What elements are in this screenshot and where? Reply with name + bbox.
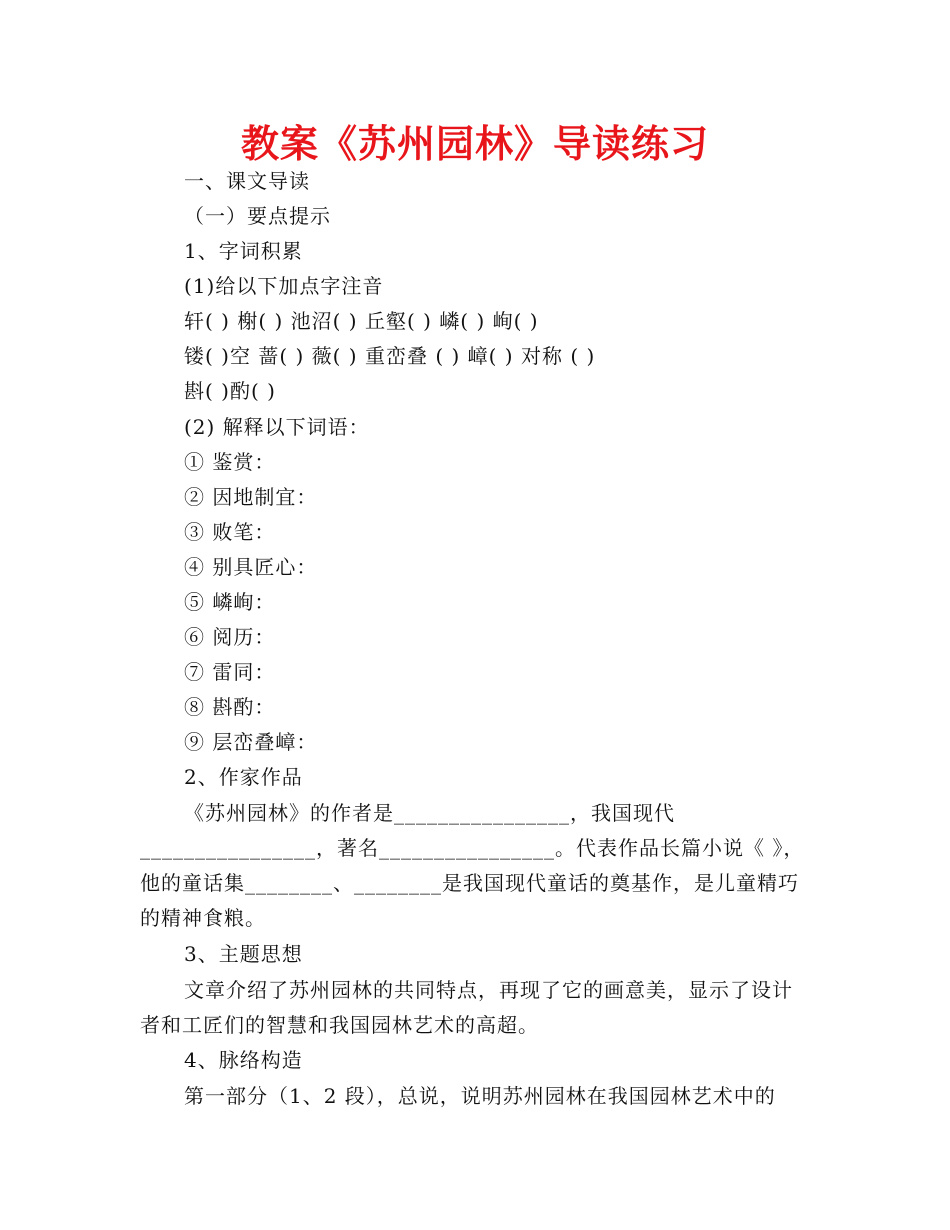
exercise-instruction-pinyin: (1)给以下加点字注音 (184, 274, 384, 298)
definition-item: ⑨ 层峦叠嶂： (184, 730, 318, 754)
item-heading-author: 2、作家作品 (184, 765, 303, 789)
author-paragraph: 《苏州园林》的作者是________________，我国现代________________，著名________________。代表作品长篇小说《 》，他的童话集________、________是我国现代童话的奠基作，是儿童精巧的精神食粮。 (140, 801, 805, 930)
pinyin-exercise-row-3: 斟( )酌( ) (184, 379, 276, 403)
pinyin-exercise-row-1: 轩( ) 榭( ) 池沼( ) 丘壑( ) 嶙( ) 峋( ) (184, 309, 539, 333)
definition-item: ⑧ 斟酌： (184, 695, 276, 719)
definition-item: ① 鉴赏： (184, 450, 276, 474)
section-heading-reading: 一、课文导读 (184, 169, 310, 193)
definition-item: ② 因地制宜： (184, 485, 318, 509)
page-title: 教案《苏州园林》导读练习 (240, 122, 709, 166)
structure-paragraph: 第一部分（1、2 段），总说，说明苏州园林在我国园林艺术中的 (184, 1084, 776, 1108)
pinyin-exercise-row-2: 镂( )空 蔷( ) 薇( ) 重峦叠 ( ) 嶂( ) 对称 ( ) (184, 344, 596, 368)
subsection-heading-key-points: （一）要点提示 (184, 204, 331, 228)
definition-item: ⑤ 嶙峋： (184, 590, 276, 614)
definition-item: ③ 败笔： (184, 520, 276, 544)
item-heading-theme: 3、主题思想 (184, 942, 303, 966)
definition-item: ⑥ 阅历： (184, 625, 276, 649)
definition-item: ④ 别具匠心： (184, 555, 318, 579)
item-heading-vocabulary: 1、字词积累 (184, 239, 303, 263)
definition-item: ⑦ 雷同： (184, 660, 276, 684)
exercise-instruction-define: (2) 解释以下词语： (184, 415, 370, 439)
theme-paragraph: 文章介绍了苏州园林的共同特点，再现了它的画意美，显示了设计者和工匠们的智慧和我国园林艺术的高超。 (140, 978, 793, 1037)
item-heading-structure: 4、脉络构造 (184, 1048, 303, 1072)
